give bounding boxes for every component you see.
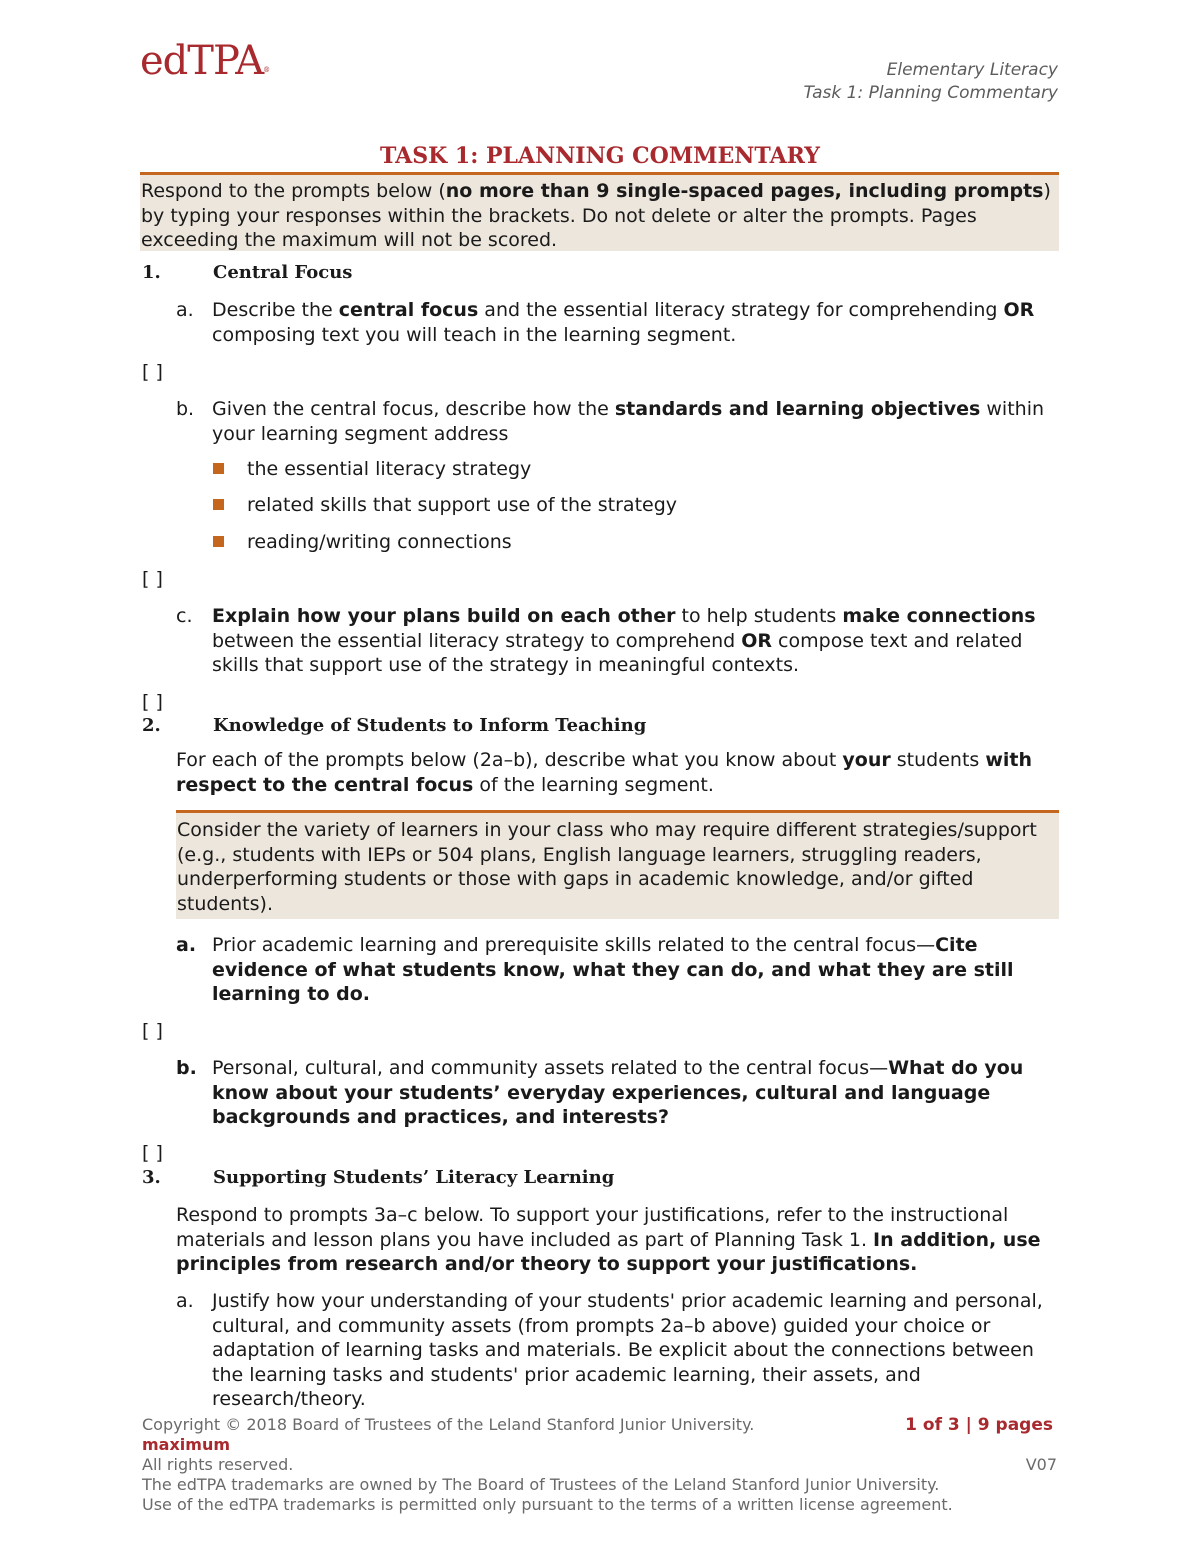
edtpa-logo: edTPA® xyxy=(140,38,270,84)
instructions-box xyxy=(140,172,1059,251)
section-2-intro: For each of the prompts below (2a–b), describe what you know about your students with respect to the central focus of the learning segment. xyxy=(176,749,1033,796)
learners-note-text: Consider the variety of learners in your class who may require different strategies/support (e.g., students with IEPs or 504 plans, English language learners, struggling readers, underperforming students or those with gaps in academic knowledge, and/or gifted students). xyxy=(177,819,1037,915)
header-task: Task 1: Planning Commentary xyxy=(803,83,1058,103)
square-bullet-icon xyxy=(213,463,224,474)
copyright-text: Copyright © 2018 Board of Trustees of the Leland Stanford Junior University. xyxy=(142,1415,755,1434)
bullet-item: related skills that support use of the strategy xyxy=(213,494,677,516)
rights-text: All rights reserved. xyxy=(142,1455,294,1474)
page-title: TASK 1: PLANNING COMMENTARY xyxy=(380,143,820,169)
square-bullet-icon xyxy=(213,536,224,547)
section-3-heading: 3. Supporting Students’ Literacy Learning xyxy=(142,1167,615,1188)
header-subject: Elementary Literacy xyxy=(886,60,1058,80)
section-1-heading: 1. Central Focus xyxy=(142,262,353,283)
response-bracket-2b[interactable]: [ ] xyxy=(142,1142,163,1164)
instructions-text: Respond to the prompts below (no more than 9 single-spaced pages, including prompts) by typing your responses within the brackets. Do not delete or alter the prompts. Pages exceeding the maximum will not be scored. xyxy=(141,180,1051,251)
version-label: V07 xyxy=(1025,1455,1057,1474)
response-bracket-1a[interactable]: [ ] xyxy=(142,361,163,383)
response-bracket-2a[interactable]: [ ] xyxy=(142,1020,163,1042)
section-3-intro: Respond to prompts 3a–c below. To support your justifications, refer to the instructional materials and lesson plans you have included as part of Planning Task 1. In addition, use principles from research and/or theory to support your justifications. xyxy=(176,1204,1041,1275)
trademark-line-1: The edTPA trademarks are owned by The Board of Trustees of the Leland Stanford Junior University. xyxy=(142,1475,940,1494)
square-bullet-icon xyxy=(213,499,224,510)
bullet-item: reading/writing connections xyxy=(213,531,512,553)
response-bracket-1b[interactable]: [ ] xyxy=(142,568,163,590)
page-count-maximum: maximum xyxy=(142,1435,231,1454)
bullet-item: the essential literacy strategy xyxy=(213,458,531,480)
trademark-line-2: Use of the edTPA trademarks is permitted only pursuant to the terms of a written license agreement. xyxy=(142,1495,953,1514)
response-bracket-1c[interactable]: [ ] xyxy=(142,691,163,713)
footer xyxy=(142,1415,1057,1515)
learners-note-box xyxy=(176,810,1059,919)
section-2-heading: 2. Knowledge of Students to Inform Teaching xyxy=(142,715,647,736)
page-count: 1 of 3 | 9 pages xyxy=(905,1415,1053,1435)
